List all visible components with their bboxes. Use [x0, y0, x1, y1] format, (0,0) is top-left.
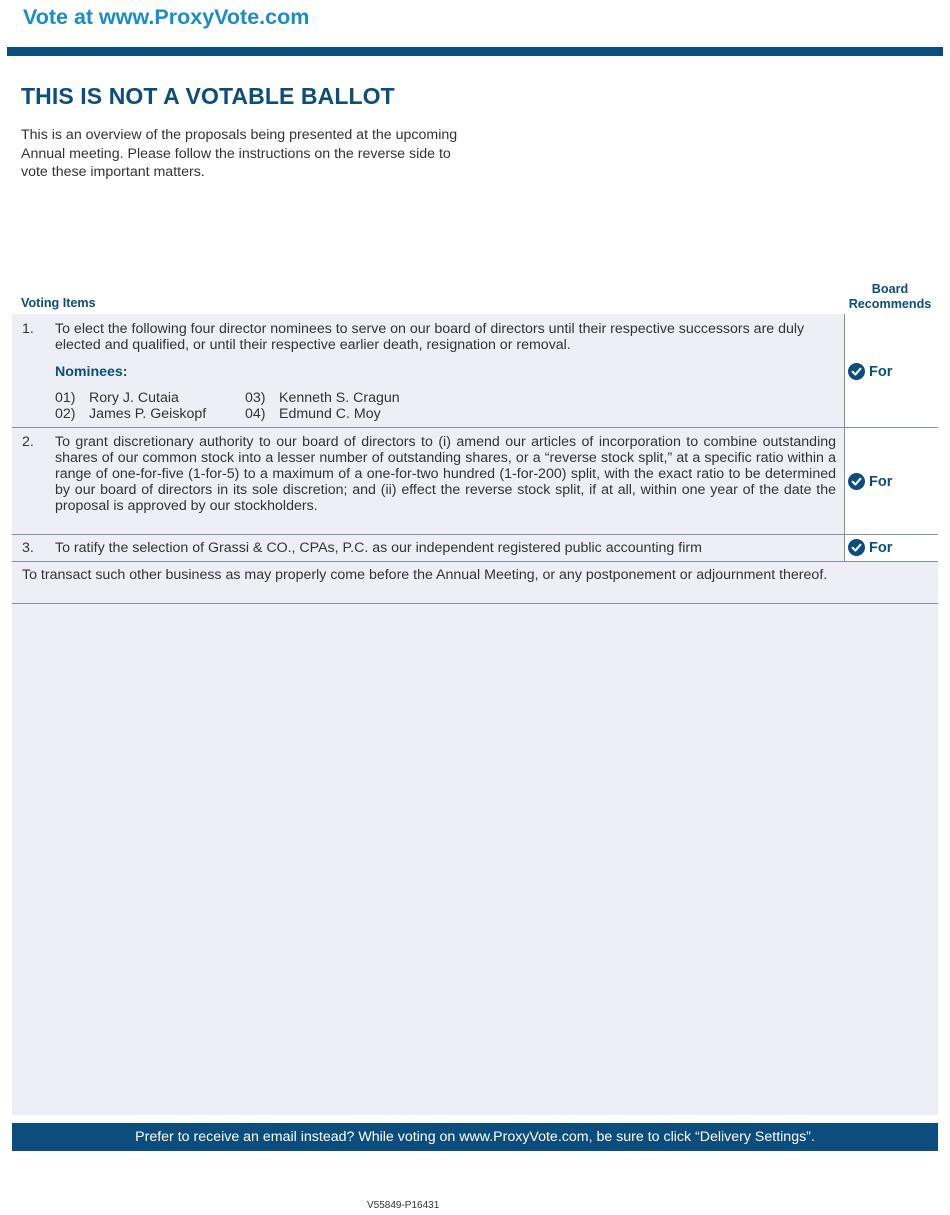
nominee-number: 04)	[245, 406, 266, 422]
email-delivery-text: Prefer to receive an email instead? While voting on www.ProxyVote.com, be sure to click “Delivery Settings”.	[135, 1129, 815, 1145]
board-header-line1: Board	[871, 282, 909, 296]
nominee-item	[245, 406, 381, 422]
voting-items-header: Voting Items	[21, 296, 96, 310]
check-circle-icon	[848, 473, 865, 490]
nominees-label: Nominees:	[55, 364, 128, 380]
board-recommends-header	[842, 282, 938, 311]
intro-text: This is an overview of the proposals being presented at the upcoming Annual meeting. Please follow the instructions on the reverse side to vote these important matters.	[21, 127, 458, 181]
nominee-item	[55, 390, 179, 406]
nominee-number: 02)	[55, 406, 76, 422]
other-business-text: To transact such other business as may properly come before the Annual Meeting, or any postponement or adjournment thereof.	[22, 567, 828, 583]
proposal-number: 3.	[22, 540, 34, 556]
proposal-text: To elect the following four director nominees to serve on our board of directors until their respective successors are duly elected and qualified, or until their respective earlier death, resignation or removal.	[55, 321, 805, 353]
proposal-number: 1.	[22, 321, 34, 337]
recommendation-label: For	[869, 473, 893, 490]
board-recommendation	[848, 363, 892, 380]
proposal-number: 2.	[22, 434, 34, 450]
page-title: THIS IS NOT A VOTABLE BALLOT	[21, 83, 395, 109]
nominee-number: 03)	[245, 390, 266, 406]
proposal-row-1	[12, 314, 938, 428]
email-delivery-banner	[12, 1123, 938, 1151]
nominee-name: James P. Geiskopf	[89, 406, 207, 422]
nominee-name: Kenneth S. Cragun	[279, 390, 400, 406]
board-header-line2: Recommends	[848, 296, 932, 311]
document-code: V55849-P16431	[367, 1200, 440, 1211]
proposal-text: To grant discretionary authority to our board of directors to (i) amend our articles of incorporation to combine outstanding shares of our common stock into a lesser number of outstanding shares, or a “reverse stock split,” at a specific ratio within a range of one-for-five (1-for-5) to a maximum of a one-for-two hundred (1-for-200) split, with the exact ratio to be determined by our board of directors in its sole discretion; and (ii) effect the reverse stock split, if at all, within one year of the date the proposal is approved by our stockholders.	[55, 434, 836, 514]
check-circle-icon	[848, 363, 865, 380]
recommendation-label: For	[869, 539, 893, 556]
nominee-name: Rory J. Cutaia	[89, 390, 179, 406]
proposal-row-2	[12, 428, 938, 535]
proxyvote-link[interactable]: Vote at www.ProxyVote.com	[23, 5, 310, 29]
board-recommendation	[848, 539, 892, 556]
nominee-item	[55, 406, 206, 422]
proposal-text: To ratify the selection of Grassi & CO., CPAs, P.C. as our independent registered public accounting firm	[55, 540, 702, 556]
board-recommendation	[848, 473, 892, 490]
nominee-item	[245, 390, 400, 406]
nominee-number: 01)	[55, 390, 76, 406]
recommendation-label: For	[869, 363, 893, 380]
nominee-name: Edmund C. Moy	[279, 406, 381, 422]
header-rule	[7, 47, 943, 56]
proposal-row-3	[12, 535, 938, 562]
other-business-row	[12, 562, 938, 604]
check-circle-icon	[848, 539, 865, 556]
